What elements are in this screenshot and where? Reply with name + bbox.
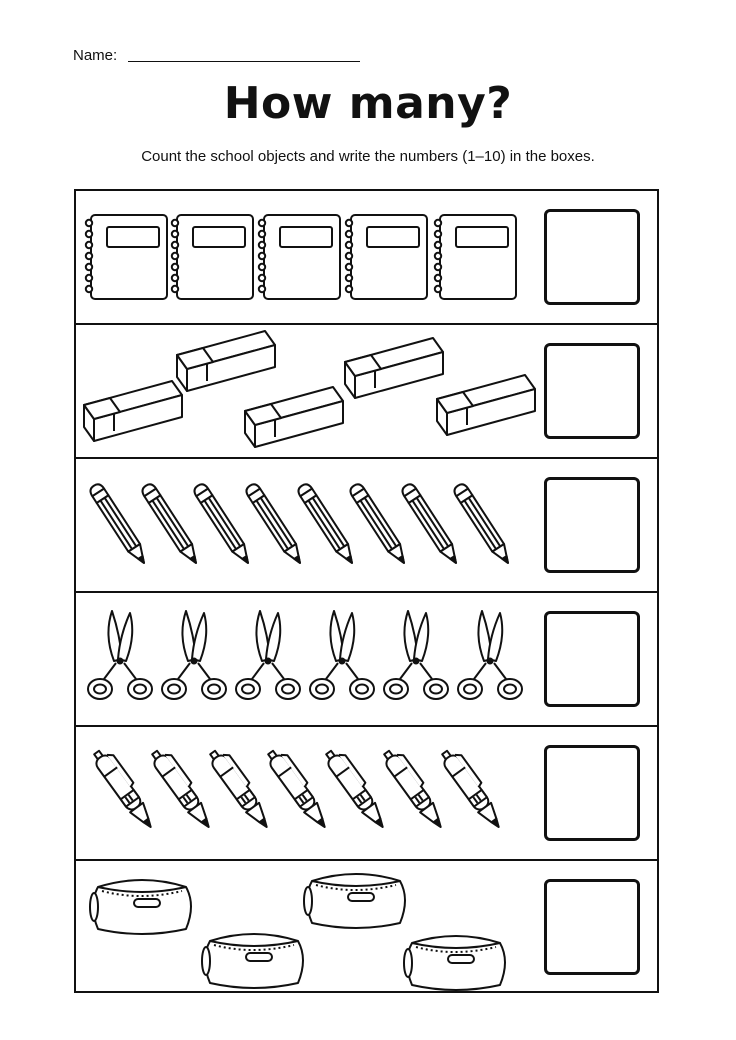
answer-box-scissors[interactable] <box>544 611 640 707</box>
pencil-icons <box>88 482 514 567</box>
row-scissors <box>76 591 657 727</box>
instructions: Count the school objects and write the numbers (1–10) in the boxes. <box>141 148 595 165</box>
notebook-icon <box>86 215 167 299</box>
page-title: How many? <box>223 78 513 129</box>
eraser-icons <box>84 331 535 447</box>
pen-icon <box>322 745 392 831</box>
pen-icons <box>90 745 508 831</box>
pen-icon <box>438 745 508 831</box>
pencil-case-icon <box>404 936 505 990</box>
row-pens <box>76 725 657 861</box>
row-pencils <box>76 457 657 593</box>
notebook-icon <box>435 215 516 299</box>
eraser-icon <box>177 331 275 391</box>
pencil-icon <box>400 482 462 567</box>
eraser-icon <box>84 381 182 441</box>
pencil-icon <box>296 482 358 567</box>
scissors-icon <box>384 611 448 699</box>
answer-box-notebooks[interactable] <box>544 209 640 305</box>
pencil-case-icon <box>202 934 303 988</box>
scissors-icon <box>88 611 152 699</box>
notebook-icon <box>259 215 340 299</box>
pen-icon <box>148 745 218 831</box>
scissors-icons <box>88 611 522 699</box>
pen-icon <box>380 745 450 831</box>
pencil-case-icon <box>90 880 191 934</box>
scissors-icon <box>236 611 300 699</box>
eraser-icon <box>245 387 343 447</box>
pen-icon <box>264 745 334 831</box>
answer-box-pens[interactable] <box>544 745 640 841</box>
pen-icon <box>206 745 276 831</box>
pencil-icon <box>140 482 202 567</box>
pencil-icon <box>88 482 150 567</box>
pencil-icon <box>192 482 254 567</box>
answer-box-erasers[interactable] <box>544 343 640 439</box>
row-pencil-cases <box>76 859 657 995</box>
eraser-icon <box>437 375 535 435</box>
pen-icon <box>90 745 160 831</box>
pencil-icon <box>244 482 306 567</box>
row-erasers <box>76 323 657 459</box>
name-label: Name: <box>73 47 118 64</box>
answer-box-pencils[interactable] <box>544 477 640 573</box>
scissors-icon <box>458 611 522 699</box>
pencil-case-icons <box>90 874 505 990</box>
scissors-icon <box>162 611 226 699</box>
pencil-case-icon <box>304 874 405 928</box>
scissors-icon <box>310 611 374 699</box>
eraser-icon <box>345 338 443 398</box>
notebook-icons <box>86 215 516 299</box>
answer-box-pencil-cases[interactable] <box>544 879 640 975</box>
notebook-icon <box>346 215 427 299</box>
row-notebooks <box>76 191 657 325</box>
pencil-icon <box>348 482 410 567</box>
pencil-icon <box>452 482 514 567</box>
notebook-icon <box>172 215 253 299</box>
counting-table <box>74 189 659 993</box>
name-field[interactable] <box>128 61 360 62</box>
